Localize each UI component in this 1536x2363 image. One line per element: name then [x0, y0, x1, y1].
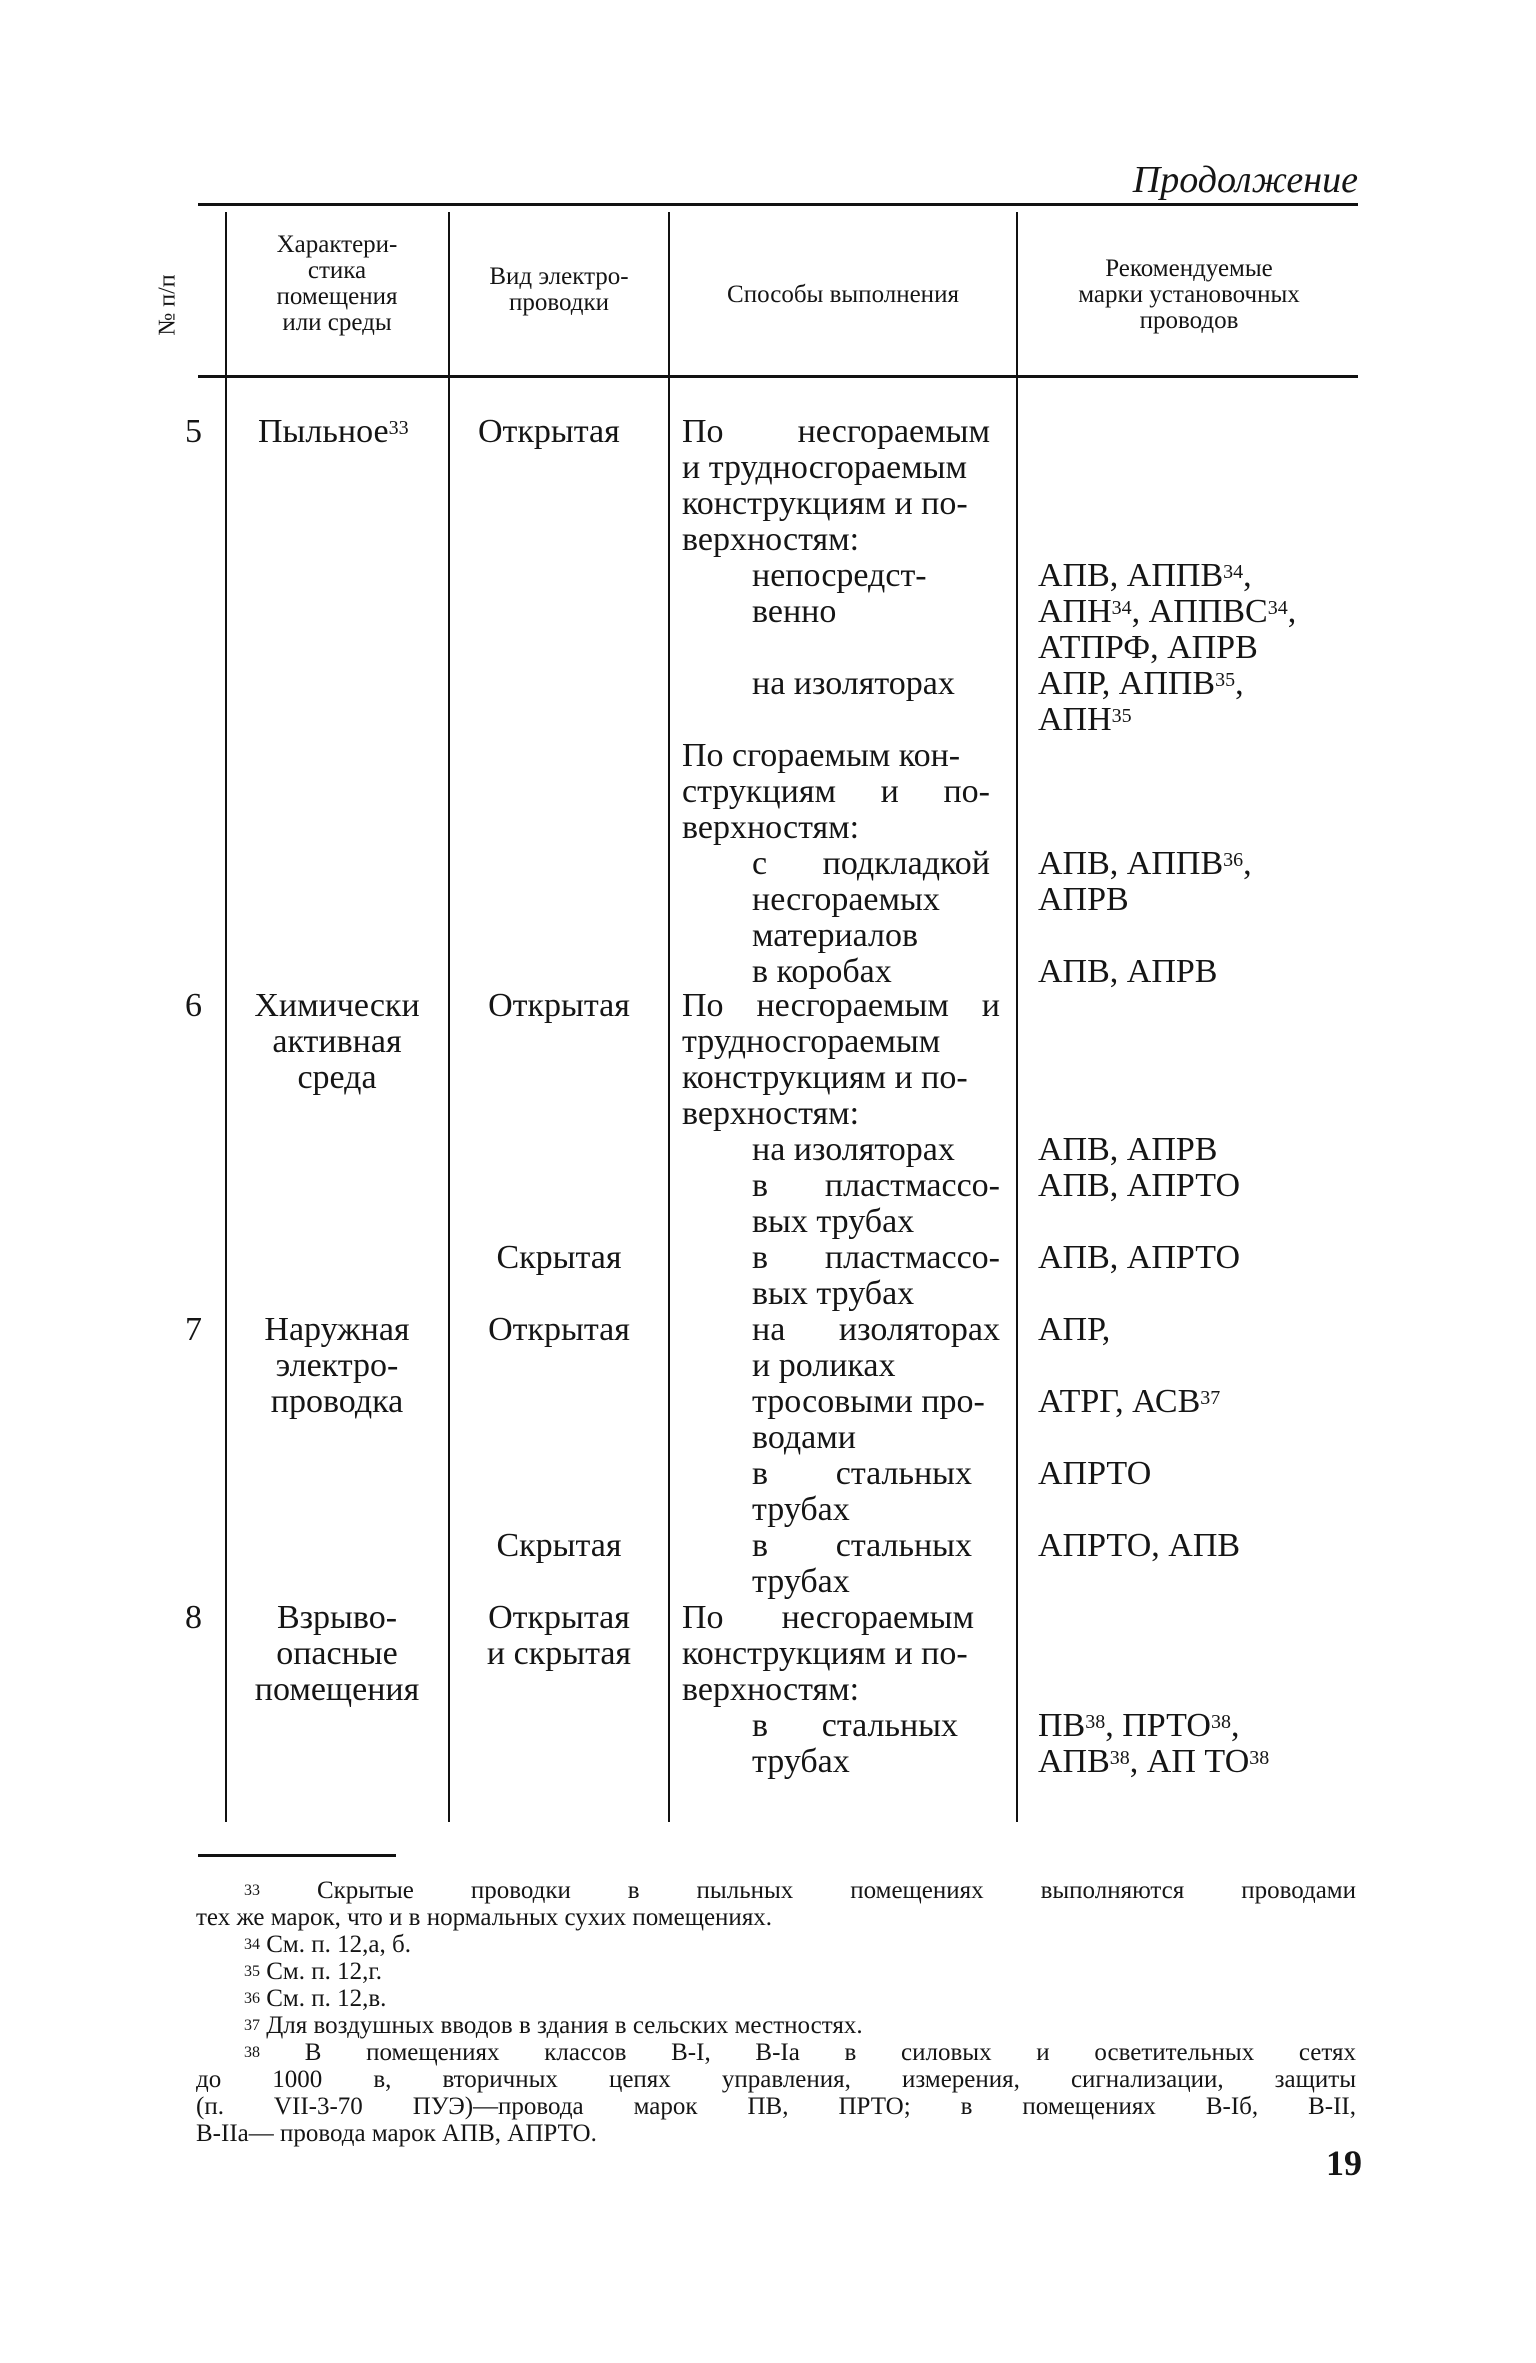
env-cell: активная [272, 1023, 402, 1060]
wire-marks: АПВ, АПРТО [1038, 1167, 1241, 1204]
method-line: трубах [752, 1491, 850, 1528]
wiring-type-cell: Скрытая [496, 1239, 622, 1276]
wire-marks: АПВ, АПРТО [1038, 1239, 1241, 1276]
wire-marks: АПВ, АППВ$^{36}$, [1038, 845, 1252, 882]
col-divider-4 [1016, 212, 1018, 1822]
method-line: и роликах [752, 1347, 896, 1384]
page-number: 19 [1326, 2143, 1362, 2183]
method-line: верхностям: [682, 521, 860, 558]
env-cell: среда [297, 1059, 377, 1096]
wire-marks: АПР, АППВ$^{35}$, [1038, 665, 1244, 702]
col-divider-2 [448, 212, 450, 1822]
method-line: По сгораемым кон- [682, 737, 961, 774]
method-line: на изоляторах [752, 1311, 1000, 1348]
method-line: верхностям: [682, 1095, 860, 1132]
wire-marks: АПН$^{35}$ [1038, 701, 1132, 738]
wire-marks: ПВ$^{38}$, ПРТО$^{38}$, [1038, 1707, 1240, 1744]
footnote-34: $^{34}$ См. п. 12,а, б. [244, 1931, 411, 1958]
wire-marks: АПН$^{34}$, АППВС$^{34}$, [1038, 593, 1297, 630]
method-line: в стальных [752, 1455, 972, 1492]
method-line: По несгораемым и [682, 987, 1000, 1024]
footnote-38-cont: до 1000 в, вторичных цепях управления, измерения, сигнализации, защиты [196, 2066, 1356, 2093]
env-cell: проводка [270, 1383, 404, 1420]
footnote-38-cont: В-IIа— провода марок АПВ, АПРТО. [196, 2120, 597, 2147]
wire-marks: АПВ, АПРВ [1038, 1131, 1218, 1168]
method-line: трудносгораемым [682, 1023, 941, 1060]
method-line: в стальных [752, 1707, 958, 1744]
env-cell: Взрыво- [276, 1599, 398, 1636]
row-number: 7 [185, 1311, 202, 1348]
footnote-36: $^{36}$ См. п. 12,в. [244, 1985, 387, 2012]
wire-marks: АТРГ, АСВ$^{37}$ [1038, 1383, 1221, 1420]
method-line: трубах [752, 1743, 850, 1780]
continuation-title: Продолжение [1132, 159, 1358, 201]
footnote-38-cont: (п. VII-3-70 ПУЭ)—провода марок ПВ, ПРТО; в помещениях В-Iб, В-II, [196, 2093, 1356, 2120]
method-line: конструкциям и по- [682, 1635, 968, 1672]
row-number: 5 [185, 413, 202, 450]
header-wiring-type: Вид электро- проводки [489, 263, 629, 316]
col-divider-1 [225, 212, 227, 1822]
method-line: в стальных [752, 1527, 972, 1564]
method-line: несгораемых [752, 881, 940, 918]
method-line: По несгораемым [682, 413, 990, 450]
method-line: вых трубах [752, 1203, 915, 1240]
method-line: в коробах [752, 953, 892, 990]
col-divider-3 [668, 212, 670, 1822]
wiring-type-cell: Открытая [478, 413, 620, 450]
method-line: По несгораемым [682, 1599, 974, 1636]
wiring-type-cell: Открытая [488, 1599, 630, 1636]
wire-marks: АПВ, АПРВ [1038, 953, 1218, 990]
method-line: вых трубах [752, 1275, 915, 1312]
footnote-separator [198, 1854, 396, 1857]
method-line: верхностям: [682, 809, 860, 846]
footnote-38: $^{38}$ В помещениях классов В-I, В-Iа в силовых и осветительных сетях [244, 2039, 1356, 2066]
method-line: венно [752, 593, 837, 630]
method-line: трубах [752, 1563, 850, 1600]
method-line: в пластмассо- [752, 1167, 1000, 1204]
env-cell: помещения [254, 1671, 420, 1708]
method-line: материалов [752, 917, 919, 954]
header-number: № п/п [154, 274, 181, 336]
method-line: водами [752, 1419, 856, 1456]
wire-marks: АПРТО [1038, 1455, 1152, 1492]
wire-marks: АПРВ [1038, 881, 1129, 918]
footnote-33-cont: тех же марок, что и в нормальных сухих помещениях. [196, 1904, 773, 1931]
header-bottom-rule [198, 375, 1358, 378]
method-line: тросовыми про- [752, 1383, 985, 1420]
row-number: 8 [185, 1599, 202, 1636]
method-line: на изоляторах [752, 665, 955, 702]
env-cell: Наружная [264, 1311, 410, 1348]
header-characteristic: Характери- стика помещения или среды [276, 231, 398, 336]
method-line: в пластмассо- [752, 1239, 1000, 1276]
footnote-33: $^{33}$ Скрытые проводки в пыльных помещениях выполняются проводами [244, 1877, 1357, 1904]
header-recommended-wires: Рекомендуемые марки установочных проводов [1078, 255, 1300, 334]
method-line: на изоляторах [752, 1131, 955, 1168]
footnote-35: $^{35}$ См. п. 12,г. [244, 1958, 383, 1985]
method-line: и трудносгораемым [682, 449, 967, 486]
wiring-type-cell: Открытая [488, 987, 630, 1024]
wire-marks: АТПРФ, АПРВ [1038, 629, 1258, 666]
env-cell: Пыльное$^{33}$ [258, 413, 409, 450]
env-cell: электро- [275, 1347, 399, 1384]
wire-marks: АПР, [1038, 1311, 1111, 1348]
row-number: 6 [185, 987, 202, 1024]
wire-marks: АПРТО, АПВ [1038, 1527, 1241, 1564]
method-line: верхностям: [682, 1671, 860, 1708]
wiring-type-cell: Скрытая [496, 1527, 622, 1564]
header-methods: Способы выполнения [727, 281, 959, 308]
table-top-rule [198, 203, 1358, 206]
env-cell: Химически [254, 987, 420, 1024]
footnote-37: $^{37}$ Для воздушных вводов в здания в сельских местностях. [244, 2012, 863, 2039]
method-line: непосредст- [752, 557, 927, 594]
env-cell: опасные [276, 1635, 398, 1672]
wire-marks: АПВ$^{38}$, АП ТО$^{38}$ [1038, 1743, 1270, 1780]
wiring-type-cell: Открытая [488, 1311, 630, 1348]
wire-marks: АПВ, АППВ$^{34}$, [1038, 557, 1252, 594]
method-line: с подкладкой [752, 845, 990, 882]
method-line: конструкциям и по- [682, 485, 968, 522]
method-line: конструкциям и по- [682, 1059, 968, 1096]
method-line: струкциям и по- [682, 773, 990, 810]
wiring-type-cell: и скрытая [486, 1635, 632, 1672]
